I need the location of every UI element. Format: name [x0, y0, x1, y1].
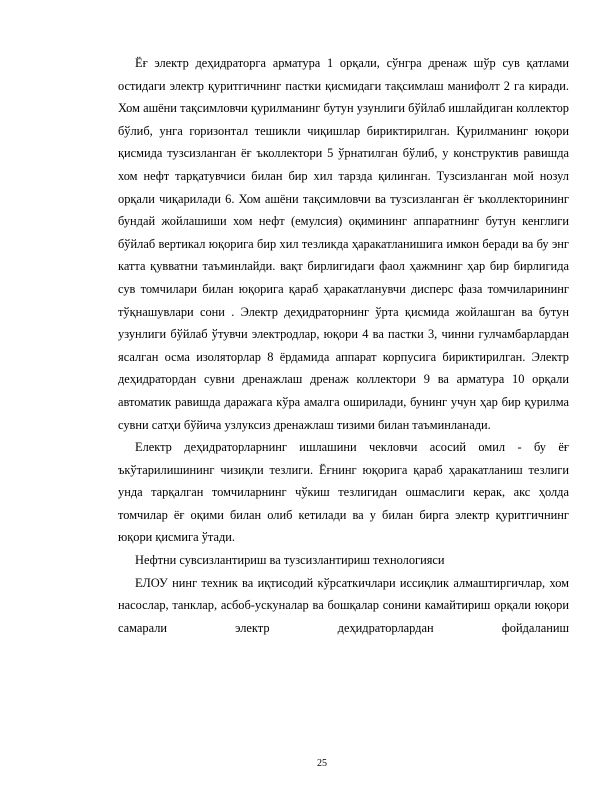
paragraph-electrodehydrator-description: Ёғ электр деҳидраторга арматура 1 орқали, сўнгра дренаж шўр сув қатлами остидаги электр қуритгичнинг пастки қисмидаги тақсимлаш манифолт 2 га киради. Хом ашёни тақсимловчи қурилманинг бутун узунлиги бўйлаб ишлайдиган коллектор бўлиб, унга горизонтал тешикли чиқишлар бириктирилган. Қурилманинг юқори қисмида тузсизланган ёғ ъколлектори 5 ўрнатилган бўлиб, у конструктив равишда хом нефт тарқатувчиси билан бир хил тарзда қилинган. Тузсизланган мой нозул орқали чиқарилади 6. Хом ашёни тақсимловчи ва тузсизланган ёғ ъколлекторининг бундай жойлашиши хом нефт (емулсия) оқимининг аппаратнинг бутун кенглиги бўйлаб вертикал юқорига бир хил тезликда ҳаракатланишига имкон беради ва бу энг катта қувватни таъминлайди. вақт бирлигидаги фаол ҳажмнинг ҳар бир бирлигида сув томчилари билан юқорига қараб ҳаракатланувчи дисперс фаза томчиларининг тўқнашувлари сони . Электр деҳидраторнинг ўрта қисмида жойлашган ва бутун узунлиги бўйлаб ўтувчи электродлар, юқори 4 ва пастки 3, чинни гулчамбарлардан ясалган осма изоляторлар 8 ёрдамида аппарат корпусига бириктирилган. Электр деҳидратордан сувни дренажлаш дренаж коллектори 9 ва арматура 10 орқали автоматик равишда даражага кўра амалга оширилади, бунинг учун ҳар бир қурилма сувни сатҳи бўйича узлуксиз дренажлаш тизими билан таъминланади.	[118, 56, 569, 432]
document-body	[118, 52, 569, 639]
paragraph-limiting-factor: Електр деҳидраторларнинг ишлашини чекловчи асосий омил - бу ёғ ъкўтарилишининг чизиқли тезлиги. Ёғнинг юқорига қараб ҳаракатланиш тезлиги унда тарқалган томчиларнинг чўкиш тезлигидан ошмаслиги керак, акс ҳолда томчилар ёғ оқими билан олиб кетилади ва у билан бирга электр қуритгичнинг юқори қисмига ўтади.	[118, 440, 569, 545]
paragraph-elou-indicators: ЕЛОУ нинг техник ва иқтисодий кўрсаткичлари иссиқлик алмаштиргичлар, хом насослар, танклар, асбоб-ускуналар ва бошқалар сонини камайтириш орқали юқори самарали электр деҳидраторлардан фойдаланиш	[118, 575, 569, 635]
page-number: 25	[317, 758, 327, 769]
section-heading: Нефтни сувсизлантириш ва тузсизлантириш технологияси	[135, 553, 445, 568]
